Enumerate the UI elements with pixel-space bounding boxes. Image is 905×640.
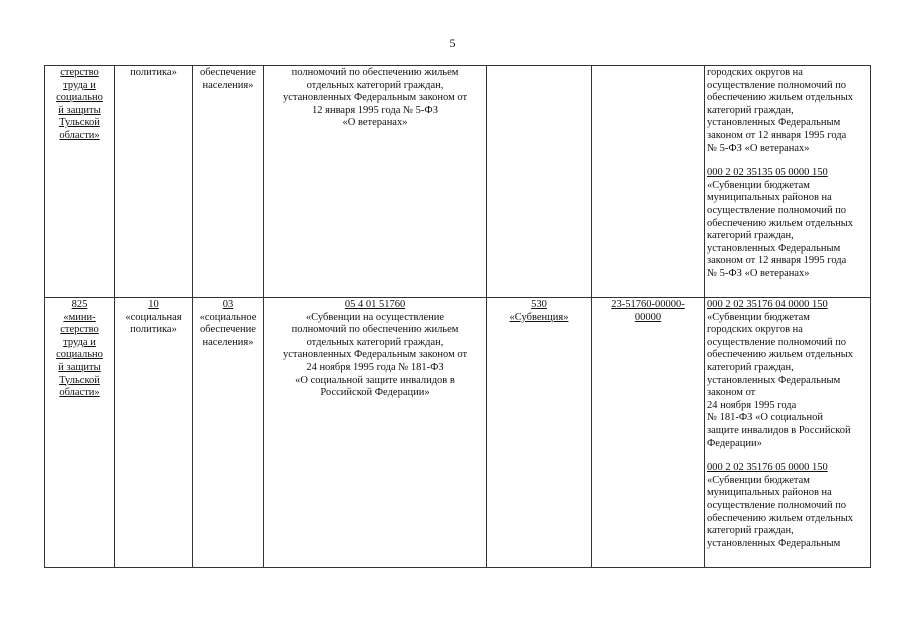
subsection-code: 03: [222, 299, 234, 310]
purpose-code-cell: [592, 298, 705, 568]
text-line: обеспечению жильем отдельных: [707, 349, 854, 361]
text-line: политика»: [130, 324, 177, 336]
text-line: установленных Федеральным: [707, 374, 841, 386]
text-line: осуществление полномочий по: [707, 204, 847, 216]
table-row: [45, 298, 871, 568]
section-cell: [115, 298, 193, 568]
text-line: политика»: [130, 67, 177, 78]
text-line: «Субвенции бюджетам: [707, 179, 810, 191]
text-line: № 5-ФЗ «О ветеранах»: [707, 267, 810, 279]
text-line: установленных Федеральным законом от: [282, 92, 468, 104]
text-line: «О социальной защите инвалидов в: [295, 374, 455, 386]
text-line: обеспечению жильем отдельных: [707, 512, 854, 524]
text-line: установленных Федеральным: [707, 242, 841, 254]
text-line: категорий граждан,: [707, 230, 794, 242]
table-row: [45, 66, 871, 298]
revenue-code-cell: [705, 298, 871, 568]
text-line: полномочий по обеспечению жильем: [291, 67, 459, 78]
text-line: полномочий по обеспечению жильем: [291, 324, 459, 336]
target-article-code: 05 4 01 51760: [344, 299, 406, 310]
section-code: 10: [148, 299, 159, 310]
revenue-code-cell: [705, 66, 871, 298]
text-line: обеспечению жильем отдельных: [707, 92, 854, 104]
text-line: категорий граждан,: [707, 525, 794, 537]
text-line: осуществление полномочий по: [707, 336, 847, 348]
text-line: городских округов на: [707, 324, 803, 336]
text-line: области»: [59, 129, 100, 141]
text-line: законом от 12 января 1995 года: [707, 255, 847, 267]
target-article-cell: [264, 298, 487, 568]
text-line: категорий граждан,: [707, 104, 794, 116]
purpose-code-cell: [592, 66, 705, 298]
text-line: Российской Федерации»: [320, 387, 430, 399]
target-article-cell: [264, 66, 487, 298]
text-line: муниципальных районов на: [707, 487, 832, 499]
text-line: й защиты: [58, 104, 101, 116]
text-line: установленных Федеральным законом от: [282, 349, 468, 361]
text-line: социально: [56, 349, 103, 361]
text-line: законом от: [707, 387, 756, 399]
subsection-cell: [193, 298, 264, 568]
text-line: установленных Федеральным: [707, 537, 841, 549]
text-line: № 181-ФЗ «О социальной: [707, 412, 823, 424]
expense-type-code: 530: [531, 299, 547, 310]
text-line: населения»: [202, 336, 254, 348]
revenue-code: 000 2 02 35176 05 0000 150: [707, 462, 828, 474]
subsection-cell: [193, 66, 264, 298]
ministry-cell: [45, 66, 115, 298]
text-line: Тульской: [59, 374, 100, 386]
text-line: законом от 12 января 1995 года: [707, 129, 847, 141]
text-line: осуществление полномочий по: [707, 79, 847, 91]
text-line: «мини-: [63, 311, 96, 323]
section-cell: [115, 66, 193, 298]
text-line: осуществление полномочий по: [707, 499, 847, 511]
text-line: Федерации»: [707, 437, 762, 449]
ministry-cell: [45, 298, 115, 568]
budget-classification-table: [44, 65, 871, 568]
text-line: обеспечение: [200, 67, 256, 78]
text-line: 23-51760-00000-: [611, 299, 685, 310]
text-line: отдельных категорий граждан,: [306, 79, 444, 91]
text-line: «Субвенции на осуществление: [305, 311, 445, 323]
text-line: отдельных категорий граждан,: [306, 336, 444, 348]
text-line: 24 ноября 1995 года № 181-ФЗ: [306, 361, 444, 373]
text-line: труда и: [63, 79, 96, 91]
expense-type-cell: [487, 298, 592, 568]
text-line: Тульской: [59, 117, 100, 129]
text-line: категорий граждан,: [707, 361, 794, 373]
text-line: «социальное: [199, 311, 257, 323]
text-line: «Субвенции бюджетам: [707, 474, 810, 486]
ministry-code: 825: [71, 299, 88, 310]
text-line: «Субвенция»: [509, 311, 569, 323]
text-line: 00000: [634, 311, 662, 323]
page-number: 5: [449, 36, 456, 50]
text-line: установленных Федеральным: [707, 117, 841, 129]
text-line: населения»: [202, 79, 254, 91]
revenue-code: 000 2 02 35176 04 0000 150: [707, 299, 828, 310]
text-line: защите инвалидов в Российской: [707, 424, 851, 436]
revenue-code: 000 2 02 35135 05 0000 150: [707, 167, 828, 179]
text-line: «О ветеранах»: [342, 117, 408, 129]
text-line: «социальная: [125, 311, 182, 323]
text-line: 24 ноября 1995 года: [707, 399, 797, 411]
text-line: обеспечению жильем отдельных: [707, 217, 854, 229]
text-line: области»: [59, 387, 100, 399]
text-line: обеспечение: [200, 324, 256, 336]
expense-type-cell: [487, 66, 592, 298]
text-line: 12 января 1995 года № 5-ФЗ: [312, 104, 438, 116]
text-line: городских округов на: [707, 67, 803, 78]
text-line: социально: [56, 92, 103, 104]
text-line: «Субвенции бюджетам: [707, 311, 810, 323]
text-line: № 5-ФЗ «О ветеранах»: [707, 142, 810, 154]
text-line: стерство: [60, 67, 99, 78]
text-line: труда и: [63, 336, 96, 348]
text-line: й защиты: [58, 361, 101, 373]
text-line: стерство: [60, 324, 99, 336]
text-line: муниципальных районов на: [707, 192, 832, 204]
